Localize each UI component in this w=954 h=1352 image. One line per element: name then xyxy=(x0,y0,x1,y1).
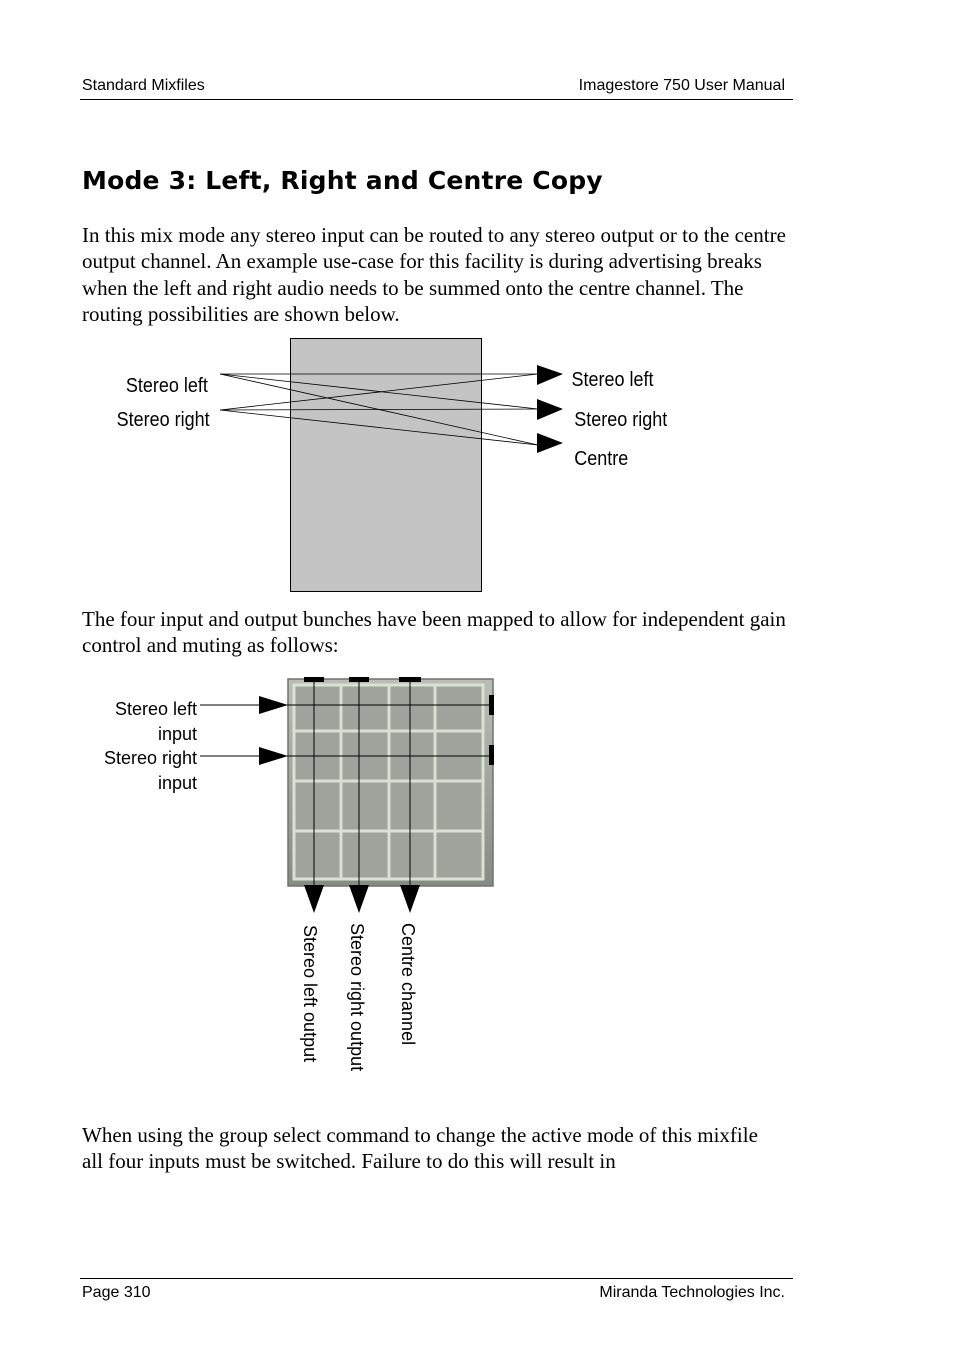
routing-input-label: Stereo right xyxy=(116,409,210,432)
header-left: Standard Mixfiles xyxy=(82,77,205,94)
matrix-input-label: Stereo left xyxy=(114,699,197,719)
route-line xyxy=(220,374,538,409)
header-right: Imagestore 750 User Manual xyxy=(578,77,785,94)
route-line xyxy=(220,410,538,445)
arrow-head xyxy=(349,885,369,913)
routing-input-label: Stereo left xyxy=(125,375,208,398)
route-line xyxy=(220,374,538,445)
matrix-input-label: Stereo right xyxy=(103,748,197,768)
grid-border xyxy=(294,685,483,879)
matrix-grid-bg xyxy=(294,685,483,879)
matrix-tab xyxy=(349,677,369,682)
matrix-input-label: input xyxy=(157,724,197,744)
matrix-tab xyxy=(489,695,494,715)
matrix-output-label: Stereo right output xyxy=(347,923,367,1072)
arrow-head xyxy=(259,696,288,714)
group-select-paragraph: When using the group select command to change the active mode of this mixfile all four inputs must be switched. Failure to do this will result in xyxy=(82,1123,758,1174)
footer-right: Miranda Technologies Inc. xyxy=(599,1284,785,1301)
matrix-tab xyxy=(489,745,494,765)
route-line xyxy=(220,374,538,410)
header-rule xyxy=(80,99,793,100)
arrow-head xyxy=(400,885,420,913)
arrow-head xyxy=(259,747,288,765)
arrow-head xyxy=(537,365,563,385)
matrix-panel xyxy=(288,679,493,886)
footer-rule xyxy=(80,1278,793,1279)
matrix-tab xyxy=(399,677,421,682)
matrix-output-label: Centre channel xyxy=(398,923,418,1046)
arrow-head xyxy=(537,399,563,420)
routing-output-label: Centre xyxy=(574,448,629,471)
footer-left: Page 310 xyxy=(82,1284,151,1301)
intro-paragraph: In this mix mode any stereo input can be routed to any stereo output or to the centre output channel. An example use-case for this facility is during advertising breaks when the left and right audio needs to be summed onto the centre channel. The routing possibilities are shown below. xyxy=(82,223,786,326)
routing-block xyxy=(291,339,482,592)
section-title: Mode 3: Left, Right and Centre Copy xyxy=(82,166,603,195)
arrow-head xyxy=(537,433,563,453)
route-line xyxy=(220,409,538,410)
routing-output-label: Stereo right xyxy=(574,409,668,432)
matrix-output-label: Stereo left output xyxy=(300,925,320,1063)
mapping-paragraph: The four input and output bunches have been mapped to allow for independent gain control and muting as follows: xyxy=(82,607,786,658)
arrow-head xyxy=(304,885,324,913)
routing-output-label: Stereo left xyxy=(571,369,654,392)
matrix-tab xyxy=(304,677,324,682)
matrix-input-label: input xyxy=(157,773,197,793)
